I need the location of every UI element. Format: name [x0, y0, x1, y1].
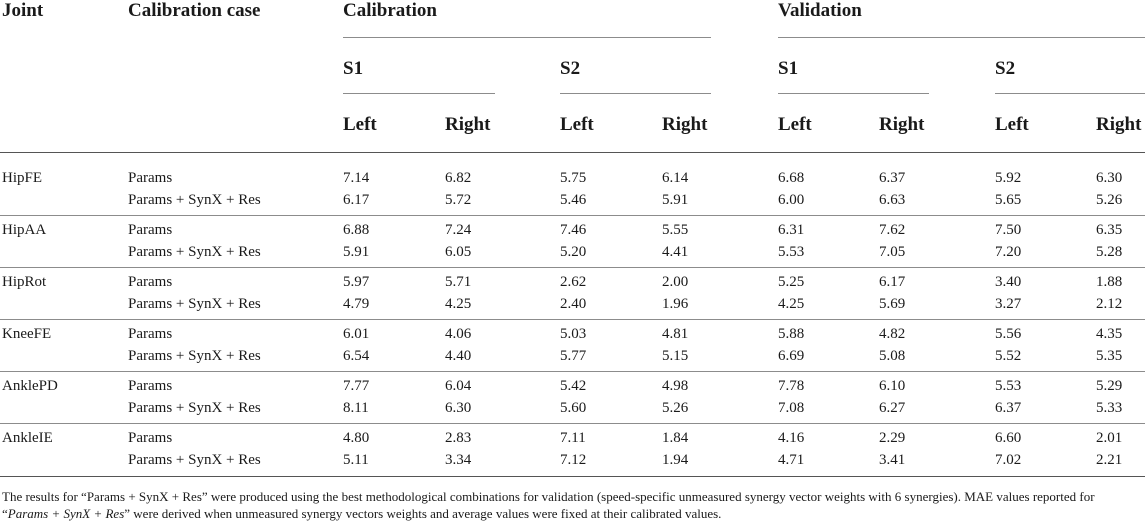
header-val-s1-right: Right: [879, 114, 925, 135]
calibration-span-rule: [343, 37, 711, 38]
table-cell-value: 6.17: [879, 274, 906, 290]
table-cell-value: 5.77: [560, 348, 587, 364]
table-cell-value: 7.08: [778, 400, 805, 416]
table-cell-value: 4.71: [778, 452, 805, 468]
table-cell-value: 2.29: [879, 430, 906, 446]
header-val-s2: S2: [995, 58, 1016, 79]
header-joint: Joint: [2, 0, 44, 21]
table-cell-value: 5.15: [662, 348, 689, 364]
row-group-divider: [0, 215, 1145, 216]
table-cell-value: 5.53: [995, 378, 1022, 394]
calibration-case-label: Params: [128, 378, 173, 394]
joint-label: AnkleIE: [2, 430, 53, 446]
table-cell-value: 4.40: [445, 348, 472, 364]
header-val-s1-left: Left: [778, 114, 812, 135]
table-cell-value: 7.14: [343, 170, 370, 186]
table-cell-value: 3.41: [879, 452, 906, 468]
table-cell-value: 7.24: [445, 222, 472, 238]
footnote-text-end: ” were derived when unmeasured synergy vectors weights and average values were fixed at their calibrated values.: [124, 506, 722, 521]
table-cell-value: 4.81: [662, 326, 689, 342]
table-cell-value: 7.12: [560, 452, 587, 468]
joint-label: HipFE: [2, 170, 43, 186]
table-cell-value: 5.53: [778, 244, 805, 260]
table-cell-value: 5.91: [662, 192, 689, 208]
calibration-case-label: Params: [128, 222, 173, 238]
table-cell-value: 7.77: [343, 378, 370, 394]
table-cell-value: 5.69: [879, 296, 906, 312]
calibration-case-label: Params: [128, 274, 173, 290]
table-cell-value: 5.42: [560, 378, 587, 394]
table-cell-value: 6.37: [995, 400, 1022, 416]
val-s1-rule: [778, 93, 929, 94]
table-cell-value: 4.79: [343, 296, 370, 312]
table-cell-value: 6.54: [343, 348, 370, 364]
joint-label: HipAA: [2, 222, 47, 238]
table-cell-value: 6.63: [879, 192, 906, 208]
table-cell-value: 5.03: [560, 326, 587, 342]
table-cell-value: 6.04: [445, 378, 472, 394]
calibration-case-label: Params: [128, 170, 173, 186]
header-cal-s2-right: Right: [662, 114, 708, 135]
table-cell-value: 6.35: [1096, 222, 1123, 238]
calibration-case-label: Params + SynX + Res: [128, 192, 261, 208]
table-cell-value: 5.71: [445, 274, 472, 290]
table-cell-value: 5.46: [560, 192, 587, 208]
table-cell-value: 7.02: [995, 452, 1022, 468]
table-cell-value: 3.27: [995, 296, 1022, 312]
header-val-s2-right: Right: [1096, 114, 1142, 135]
table-cell-value: 2.00: [662, 274, 689, 290]
table-cell-value: 6.69: [778, 348, 805, 364]
table-cell-value: 7.20: [995, 244, 1022, 260]
table-cell-value: 5.56: [995, 326, 1022, 342]
table-cell-value: 1.94: [662, 452, 689, 468]
table-cell-value: 8.11: [343, 400, 369, 416]
calibration-case-label: Params + SynX + Res: [128, 244, 261, 260]
table-cell-value: 5.97: [343, 274, 370, 290]
table-cell-value: 5.29: [1096, 378, 1123, 394]
table-cell-value: 5.92: [995, 170, 1022, 186]
table-cell-value: 6.30: [1096, 170, 1123, 186]
table-cell-value: 2.12: [1096, 296, 1123, 312]
joint-label: HipRot: [2, 274, 47, 290]
cal-s2-rule: [560, 93, 711, 94]
header-cal-s1-left: Left: [343, 114, 377, 135]
table-cell-value: 6.01: [343, 326, 370, 342]
table-cell-value: 5.26: [662, 400, 689, 416]
header-cal-s1: S1: [343, 58, 364, 79]
header-validation: Validation: [778, 0, 862, 21]
table-cell-value: 4.35: [1096, 326, 1123, 342]
table-cell-value: 4.82: [879, 326, 906, 342]
header-bottom-rule: [0, 152, 1145, 153]
table-cell-value: 2.01: [1096, 430, 1123, 446]
table-cell-value: 6.31: [778, 222, 805, 238]
table-cell-value: 4.16: [778, 430, 805, 446]
table-cell-value: 6.60: [995, 430, 1022, 446]
table-cell-value: 7.62: [879, 222, 906, 238]
cal-s1-rule: [343, 93, 495, 94]
table-cell-value: 6.14: [662, 170, 689, 186]
table-cell-value: 4.25: [445, 296, 472, 312]
header-cal-s2: S2: [560, 58, 581, 79]
calibration-case-label: Params + SynX + Res: [128, 452, 261, 468]
table-cell-value: 5.65: [995, 192, 1022, 208]
table-cell-value: 5.25: [778, 274, 805, 290]
table-cell-value: 6.82: [445, 170, 472, 186]
table-cell-value: 6.30: [445, 400, 472, 416]
table-bottom-rule: [0, 476, 1145, 477]
table-cell-value: 5.91: [343, 244, 370, 260]
row-group-divider: [0, 267, 1145, 268]
table-cell-value: 6.27: [879, 400, 906, 416]
header-calibration: Calibration: [343, 0, 437, 21]
validation-span-rule: [778, 37, 1145, 38]
table-cell-value: 6.88: [343, 222, 370, 238]
header-val-s2-left: Left: [995, 114, 1029, 135]
table-cell-value: 4.25: [778, 296, 805, 312]
table-cell-value: 5.11: [343, 452, 369, 468]
row-group-divider: [0, 371, 1145, 372]
table-cell-value: 7.05: [879, 244, 906, 260]
table-cell-value: 4.98: [662, 378, 689, 394]
calibration-case-label: Params: [128, 430, 173, 446]
table-cell-value: 7.50: [995, 222, 1022, 238]
table-cell-value: 6.68: [778, 170, 805, 186]
table-cell-value: 2.40: [560, 296, 587, 312]
table-cell-value: 7.46: [560, 222, 587, 238]
table-cell-value: 6.17: [343, 192, 370, 208]
table-cell-value: 2.62: [560, 274, 587, 290]
table-cell-value: 7.78: [778, 378, 805, 394]
table-cell-value: 2.21: [1096, 452, 1123, 468]
table-footnote: [2, 488, 1142, 522]
header-calibration-case: Calibration case: [128, 0, 261, 21]
table-cell-value: 4.80: [343, 430, 370, 446]
table-cell-value: 5.72: [445, 192, 472, 208]
table-cell-value: 4.06: [445, 326, 472, 342]
table-cell-value: 1.88: [1096, 274, 1123, 290]
calibration-case-label: Params + SynX + Res: [128, 296, 261, 312]
table-cell-value: 7.11: [560, 430, 586, 446]
header-cal-s1-right: Right: [445, 114, 491, 135]
table-cell-value: 2.83: [445, 430, 472, 446]
table-cell-value: 6.10: [879, 378, 906, 394]
table-cell-value: 5.60: [560, 400, 587, 416]
table-cell-value: 5.20: [560, 244, 587, 260]
calibration-case-label: Params: [128, 326, 173, 342]
table-cell-value: 3.34: [445, 452, 472, 468]
val-s2-rule: [995, 93, 1145, 94]
footnote-italic-term: Params + SynX + Res: [7, 506, 125, 521]
table-cell-value: 5.26: [1096, 192, 1123, 208]
table-cell-value: 5.55: [662, 222, 689, 238]
table-cell-value: 6.00: [778, 192, 805, 208]
table-cell-value: 5.33: [1096, 400, 1123, 416]
table-cell-value: 5.75: [560, 170, 587, 186]
table-cell-value: 6.05: [445, 244, 472, 260]
table-cell-value: 3.40: [995, 274, 1022, 290]
calibration-case-label: Params + SynX + Res: [128, 400, 261, 416]
table-cell-value: 5.88: [778, 326, 805, 342]
table-cell-value: 5.08: [879, 348, 906, 364]
row-group-divider: [0, 319, 1145, 320]
calibration-case-label: Params + SynX + Res: [128, 348, 261, 364]
table-cell-value: 1.84: [662, 430, 689, 446]
row-group-divider: [0, 423, 1145, 424]
header-cal-s2-left: Left: [560, 114, 594, 135]
footnote-text-start: The results for “Params + SynX + Res” were produced using the best methodological combinations for validation (speed-specific unmeasured synergy vector weights with 6 synergies). MAE values reported for “: [2, 489, 1095, 521]
table-cell-value: 4.41: [662, 244, 689, 260]
joint-label: AnklePD: [2, 378, 58, 394]
table-cell-value: 5.52: [995, 348, 1022, 364]
table-cell-value: 6.37: [879, 170, 906, 186]
header-val-s1: S1: [778, 58, 799, 79]
table-cell-value: 1.96: [662, 296, 689, 312]
table-cell-value: 5.35: [1096, 348, 1123, 364]
table-cell-value: 5.28: [1096, 244, 1123, 260]
joint-label: KneeFE: [2, 326, 52, 342]
